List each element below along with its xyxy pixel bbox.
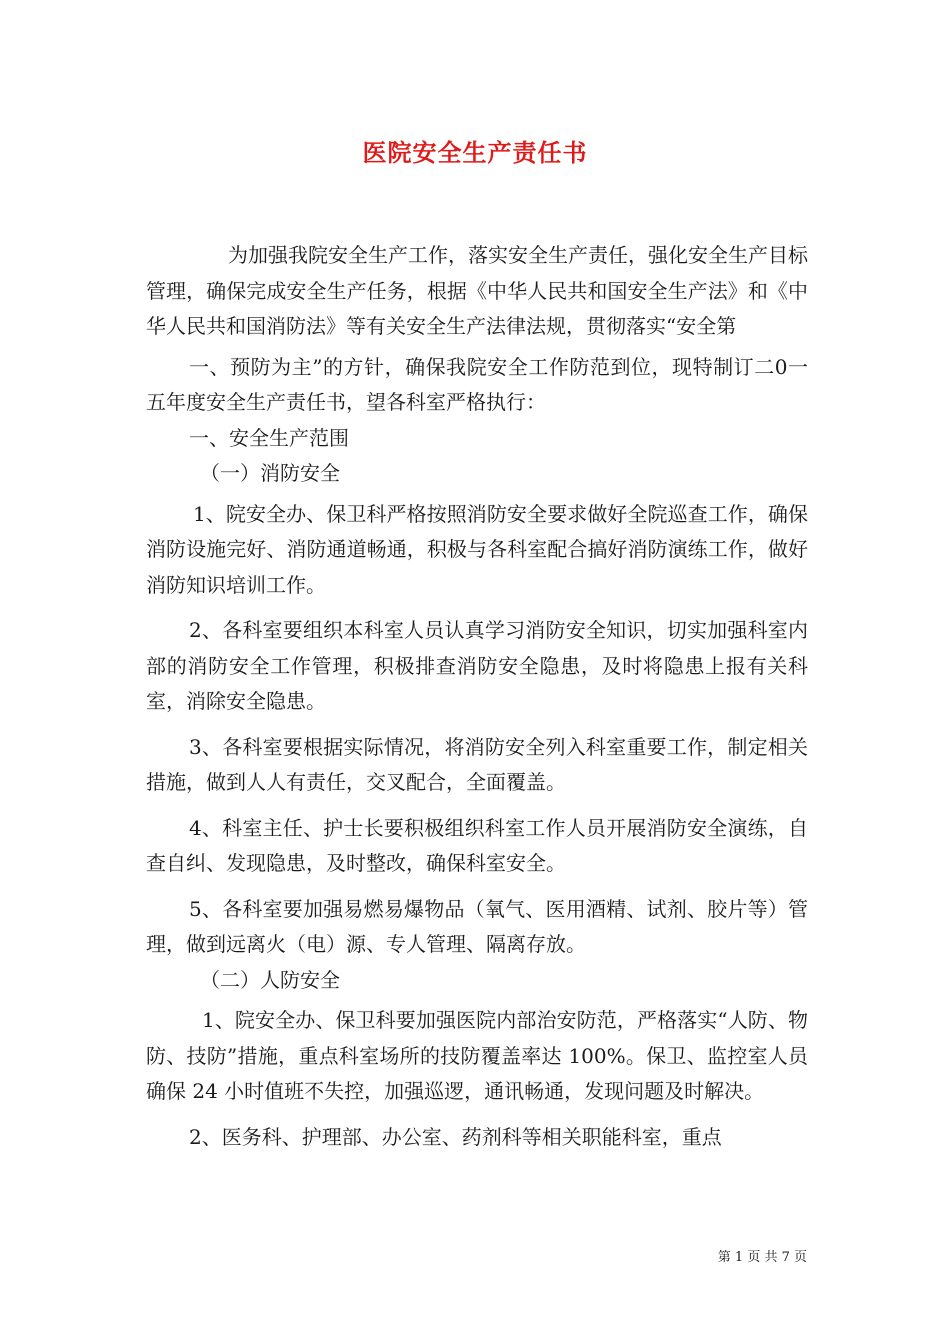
fire-item-4: 4、科室主任、护士长要积极组织科室工作人员开展消防安全演练，自查自纠、发现隐患，及时整改，确保科室安全。 [146,815,808,875]
section-heading-scope: 一、安全生产范围 [189,425,349,450]
page-number-footer: 第 1 页 共 7 页 [717,1250,807,1265]
fire-item-5: 5、各科室要加强易燃易爆物品（氧气、医用酒精、试剂、胶片等）管理，做到远离火（电）源、专人管理、隔离存放。 [146,896,808,956]
security-item-1: 1、院安全办、保卫科要加强医院内部治安防范，严格落实“人防、物防、技防”措施，重点科室场所的技防覆盖率达 100%。保卫、监控室人员确保 24 小时值班不失控，加强巡逻，通讯畅通，发现问题及时解决。 [146,1008,808,1103]
document-body [146,238,808,1155]
fire-item-2: 2、各科室要组织本科室人员认真学习消防安全知识，切实加强科室内部的消防安全工作管理，积极排查消防安全隐患，及时将隐患上报有关科室，消除安全隐患。 [146,618,808,713]
fire-item-3: 3、各科室要根据实际情况，将消防安全列入科室重要工作，制定相关措施，做到人人有责任，交叉配合，全面覆盖。 [146,734,808,794]
security-item-2: 2、医务科、护理部、办公室、药剂科等相关职能科室，重点 [189,1124,722,1149]
subsection-heading-fire: （一）消防安全 [200,461,340,485]
subsection-heading-security: （二）人防安全 [200,967,340,992]
document-title: 医院安全生产责任书 [362,138,588,167]
fire-item-1: 1、院安全办、保卫科严格按照消防安全要求做好全院巡查工作，确保消防设施完好、消防通道畅通，积极与各科室配合搞好消防演练工作，做好消防知识培训工作。 [146,501,808,597]
paragraph-intro: 为加强我院安全生产工作，落实安全生产责任，强化安全生产目标管理，确保完成安全生产任务，根据《中华人民共和国安全生产法》和《中华人民共和国消防法》等有关安全生产法律法规，贯彻落实“安全第 [146,243,808,338]
paragraph-intro-cont: 一、预防为主”的方针，确保我院安全工作防范到位，现特制订二0一五年度安全生产责任书，望各科室严格执行： [146,354,808,414]
